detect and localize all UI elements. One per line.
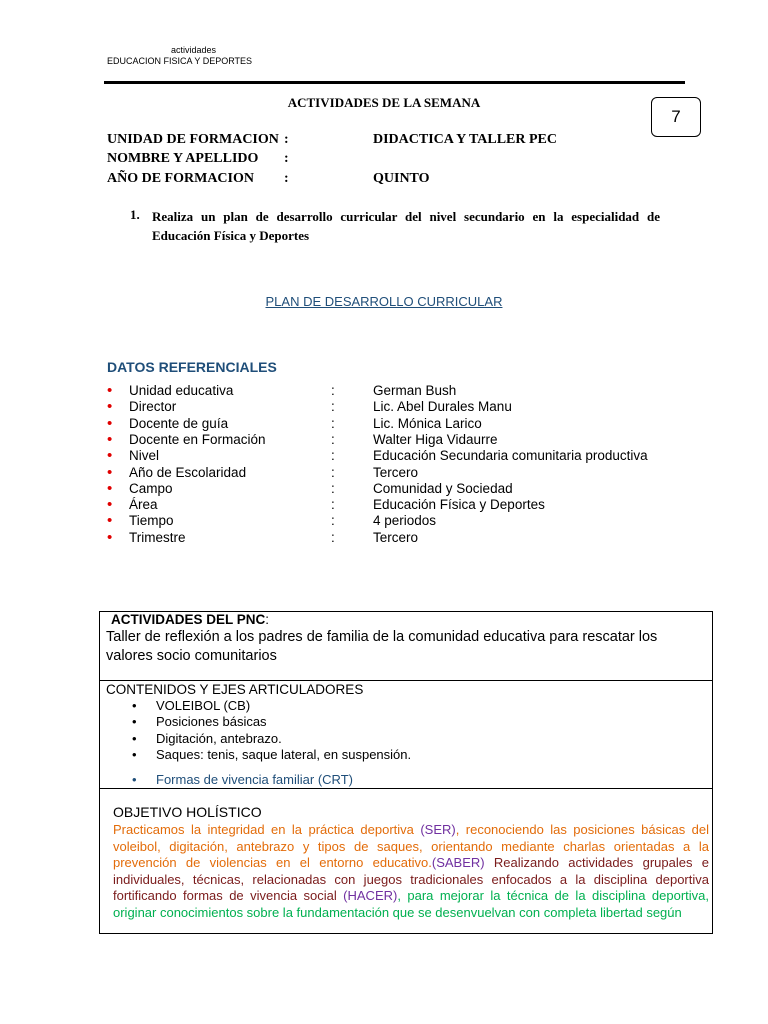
datos-label: Docente de guía — [129, 415, 229, 431]
contenidos-title: CONTENIDOS Y EJES ARTICULADORES — [106, 682, 364, 697]
info-row-ano — [107, 169, 667, 189]
datos-row — [107, 432, 727, 448]
header-line-2: EDUCACION FISICA Y DEPORTES — [107, 56, 253, 66]
datos-colon: : — [331, 464, 335, 480]
datos-colon: : — [331, 513, 335, 529]
objetivo-title: OBJETIVO HOLÍSTICO — [113, 804, 262, 820]
datos-label: Director — [129, 399, 177, 415]
datos-label: Área — [129, 497, 158, 513]
datos-value: Educación Secundaria comunitaria productiva — [373, 448, 648, 464]
pnc-label-wrap — [111, 612, 269, 627]
datos-label: Trimestre — [129, 529, 186, 545]
activities-table: ACTIVIDADES DEL PNC: Taller de reflexión a los padres de familia de la comunidad educativa para rescatar los valores socio comunitarios CONTENIDOS Y EJES ARTICULADORES • VOLEIBOL (CB) • Posiciones básicas • Digitación, antebrazo. • Saques: tenis, saque lateral, en suspensión. • Formas de vivencia familiar (CRT) OBJETIVO HOLÍSTICO Practicamos la integridad en la práctica deportiva (SER), reconociendo las posiciones básicas del voleibol, digitación, antebrazo y tipos de saques, orientando mediante charlas orientadas a la prevención de violencias en el entorno educativo.(SABER) Realizando actividades grupales e individuales, técnicas, relacionadas con juegos tradicionales enfocados a la disciplina deportiva fortificando formas de vivencia social (HACER), para mejorar la técnica de la disciplina deportiva, originar conocimientos sobre la fundamentación que se desenvuelvan con completa libertad según — [99, 611, 713, 934]
bullet-icon: • — [132, 714, 137, 729]
info-label: UNIDAD DE FORMACION — [107, 132, 279, 147]
bullet-icon: • — [107, 447, 113, 465]
datos-colon: : — [331, 529, 335, 545]
datos-colon: : — [331, 383, 335, 398]
bullet-icon: • — [107, 463, 113, 481]
info-row-nombre — [107, 149, 667, 169]
pnc-colon: : — [265, 612, 270, 627]
datos-value: Walter Higa Vidaurre — [373, 431, 498, 447]
info-label: AÑO DE FORMACION — [107, 171, 254, 186]
datos-label: Campo — [129, 480, 173, 496]
datos-value: Educación Física y Deportes — [373, 497, 545, 513]
bullet-icon: • — [132, 747, 137, 762]
info-colon: : — [284, 171, 289, 186]
datos-row — [107, 497, 727, 513]
bullet-icon: • — [107, 528, 113, 546]
datos-value: 4 periodos — [373, 513, 437, 529]
datos-value: Lic. Abel Durales Manu — [373, 399, 512, 415]
bullet-icon: • — [107, 414, 113, 432]
bullet-icon: • — [132, 772, 137, 787]
table-divider — [100, 680, 712, 681]
datos-title: DATOS REFERENCIALES — [107, 359, 277, 375]
bullet-icon: • — [107, 496, 113, 514]
task-number: 1. — [130, 207, 140, 222]
datos-value: Tercero — [373, 529, 419, 545]
info-colon: : — [284, 151, 289, 166]
datos-row — [107, 481, 727, 497]
datos-label: Nivel — [129, 448, 160, 464]
datos-row — [107, 513, 727, 529]
table-divider — [100, 788, 712, 789]
datos-value: Tercero — [373, 464, 419, 480]
info-value: QUINTO — [373, 171, 430, 186]
datos-row — [107, 399, 727, 415]
datos-value: Comunidad y Sociedad — [373, 480, 513, 496]
bullet-icon: • — [132, 698, 137, 713]
datos-colon: : — [331, 431, 335, 447]
bullet-icon: • — [107, 382, 113, 399]
info-label: NOMBRE Y APELLIDO — [107, 151, 259, 166]
bullet-icon: • — [132, 731, 137, 746]
datos-value: Lic. Mónica Larico — [373, 415, 482, 431]
bullet-icon: • — [107, 398, 113, 416]
datos-row — [107, 383, 727, 399]
datos-colon: : — [331, 399, 335, 415]
pnc-label: ACTIVIDADES DEL PNC — [111, 612, 266, 627]
header-rule — [104, 81, 685, 84]
info-colon: : — [284, 132, 289, 147]
objetivo-text: Practicamos la integridad en la práctica deportiva (SER), reconociendo las posiciones básicas del voleibol, digitación, antebrazo y tipos de saques, orientando mediante charlas orientadas a la prevención de violencias en el entorno educativo.(SABER) Realizando actividades grupales e individuales, técnicas, relacionadas con juegos tradicionales enfocados a la disciplina deportiva fortificando formas de vivencia social (HACER), para mejorar la técnica de la disciplina deportiva, originar conocimientos sobre la fundamentación que se desenvuelvan con completa libertad según — [113, 822, 710, 920]
datos-label: Docente en Formación — [129, 431, 266, 447]
datos-row — [107, 416, 727, 432]
datos-label: Año de Escolaridad — [129, 464, 247, 480]
datos-row — [107, 448, 727, 464]
info-value: DIDACTICA Y TALLER PEC — [373, 132, 557, 147]
datos-row — [107, 465, 727, 481]
datos-row — [107, 530, 727, 546]
bullet-icon: • — [107, 479, 113, 497]
plan-title: PLAN DE DESARROLLO CURRICULAR — [265, 294, 503, 309]
datos-label: Unidad educativa — [129, 383, 234, 398]
page-number: 7 — [671, 107, 681, 126]
bullet-icon: • — [107, 430, 113, 448]
header-line-1: actividades — [171, 45, 217, 55]
bullet-icon: • — [107, 512, 113, 530]
datos-label: Tiempo — [129, 513, 174, 529]
datos-colon: : — [331, 480, 335, 496]
datos-value: German Bush — [373, 383, 457, 398]
page-title: ACTIVIDADES DE LA SEMANA — [287, 95, 481, 110]
info-row-unidad — [107, 130, 667, 150]
pnc-text: Taller de reflexión a los padres de familia de la comunidad educativa para rescatar los valores socio comunitarios — [106, 629, 658, 664]
datos-colon: : — [331, 448, 335, 464]
datos-colon: : — [331, 415, 335, 431]
datos-colon: : — [331, 497, 335, 513]
task-text: Realiza un plan de desarrollo curricular del nivel secundario en la especialidad de Educación Física y Deportes — [152, 209, 660, 243]
